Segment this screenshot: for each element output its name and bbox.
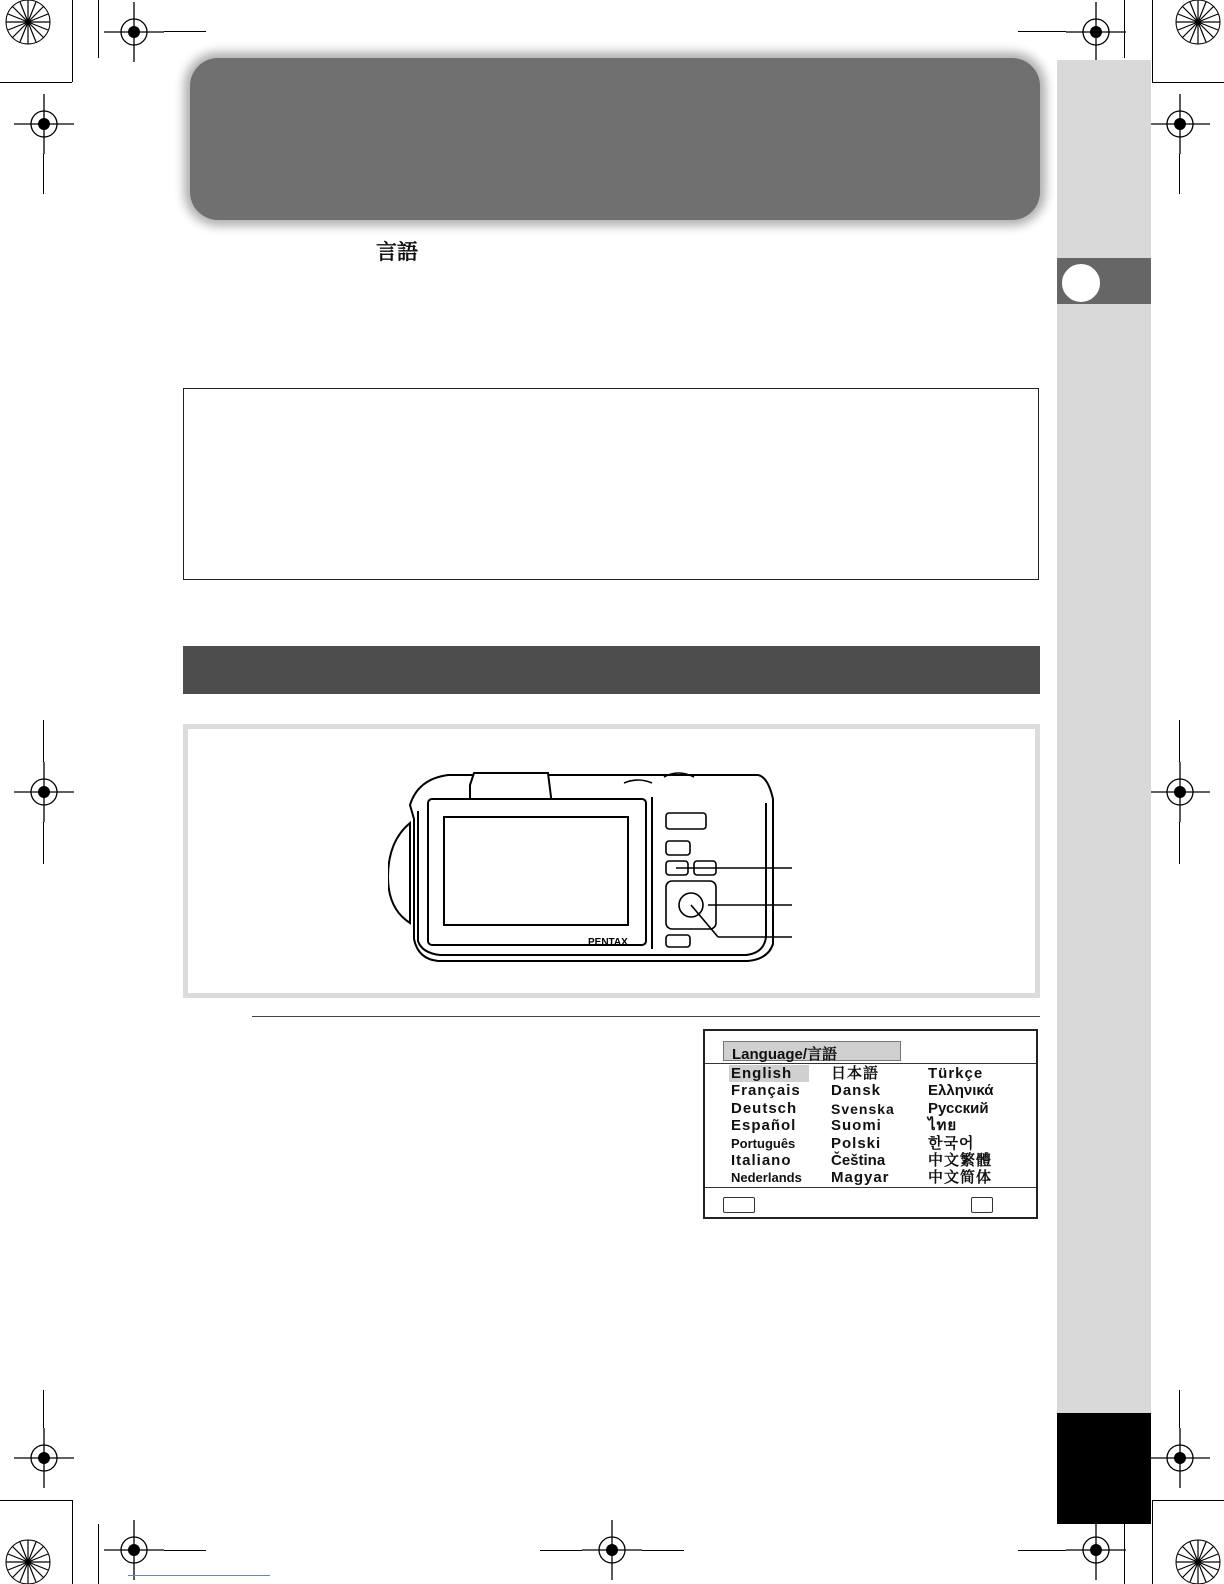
registration-mark	[1150, 762, 1210, 822]
crop-mark	[540, 1550, 582, 1551]
crop-mark	[0, 1500, 72, 1501]
crop-mark	[0, 82, 72, 83]
note-box	[183, 388, 1039, 580]
language-option-greek[interactable]: Ελληνικά	[928, 1082, 994, 1099]
language-option-dansk[interactable]: Dansk	[831, 1082, 882, 1099]
camera-brand-label: PENTAX	[588, 937, 628, 948]
registration-mark	[104, 2, 164, 62]
crop-mark	[1179, 1390, 1180, 1428]
crop-mark	[98, 0, 99, 58]
language-option-korean[interactable]: 한국어	[928, 1135, 975, 1152]
registration-mark	[1066, 1520, 1126, 1580]
crop-mark	[1179, 822, 1180, 864]
crop-mark	[72, 1500, 73, 1584]
registration-mark	[14, 1428, 74, 1488]
language-option-francais[interactable]: Français	[731, 1082, 801, 1099]
crop-mark	[1179, 154, 1180, 194]
illustration-frame	[183, 724, 1040, 998]
language-option-chinese-traditional[interactable]: 中文繁體	[928, 1152, 993, 1169]
crop-mark	[43, 720, 44, 762]
language-option-espanol[interactable]: Español	[731, 1117, 797, 1134]
crop-mark	[1152, 82, 1224, 83]
language-selection-screen	[703, 1029, 1038, 1219]
registration-mark	[582, 1520, 642, 1580]
language-option-japanese[interactable]: 日本語	[831, 1065, 880, 1082]
ok-button-icon	[971, 1197, 993, 1213]
crop-mark	[1018, 31, 1066, 32]
language-option-magyar[interactable]: Magyar	[831, 1169, 890, 1186]
starburst-mark	[0, 0, 56, 56]
crop-mark	[1152, 1500, 1153, 1584]
language-option-cestina[interactable]: Čeština	[831, 1152, 886, 1169]
crop-mark	[43, 154, 44, 194]
title-banner	[190, 58, 1040, 220]
crop-mark	[1179, 720, 1180, 762]
crop-mark	[164, 1550, 206, 1551]
language-option-suomi[interactable]: Suomi	[831, 1117, 882, 1134]
crop-mark	[1152, 0, 1153, 82]
language-option-english[interactable]: English	[731, 1065, 793, 1082]
registration-mark	[104, 1520, 164, 1580]
registration-mark	[1066, 2, 1126, 62]
page-number-block	[1057, 1413, 1151, 1524]
language-option-nederlands[interactable]: Nederlands	[731, 1170, 802, 1185]
crop-mark	[642, 1550, 684, 1551]
language-option-thai[interactable]: ไทย	[928, 1117, 958, 1134]
crop-mark	[43, 822, 44, 864]
language-title-bar	[723, 1041, 901, 1061]
language-option-deutsch[interactable]: Deutsch	[731, 1100, 798, 1117]
crop-mark	[43, 1390, 44, 1428]
registration-mark	[14, 762, 74, 822]
divider	[705, 1187, 1036, 1188]
language-option-turkce[interactable]: Türkçe	[928, 1065, 984, 1082]
language-screen-title: Language/言語	[732, 1046, 838, 1063]
language-option-italiano[interactable]: Italiano	[731, 1152, 792, 1169]
language-option-portugues[interactable]: Português	[731, 1136, 796, 1151]
registration-mark	[1150, 94, 1210, 154]
crop-mark	[1152, 1500, 1224, 1501]
registration-mark	[1150, 1428, 1210, 1488]
starburst-mark	[1168, 1528, 1224, 1584]
heading-kanji: 言語	[376, 241, 418, 264]
starburst-mark	[1168, 0, 1224, 56]
footer-underline	[128, 1575, 270, 1576]
divider	[705, 1063, 1036, 1064]
section-heading-bar	[183, 646, 1040, 694]
camera-back-illustration	[388, 769, 808, 969]
horizontal-rule	[252, 1016, 1040, 1017]
crop-mark	[164, 31, 206, 32]
crop-mark	[72, 0, 73, 82]
language-option-polski[interactable]: Polski	[831, 1135, 882, 1152]
menu-button-icon	[723, 1197, 755, 1213]
language-option-russian[interactable]: Русский	[928, 1100, 989, 1117]
language-option-chinese-simplified[interactable]: 中文简体	[928, 1169, 993, 1186]
chapter-number-badge	[1060, 262, 1102, 304]
registration-mark	[14, 94, 74, 154]
crop-mark	[1018, 1550, 1066, 1551]
crop-mark	[98, 1524, 99, 1584]
language-option-svenska[interactable]: Svenska	[831, 1101, 895, 1117]
starburst-mark	[0, 1528, 56, 1584]
